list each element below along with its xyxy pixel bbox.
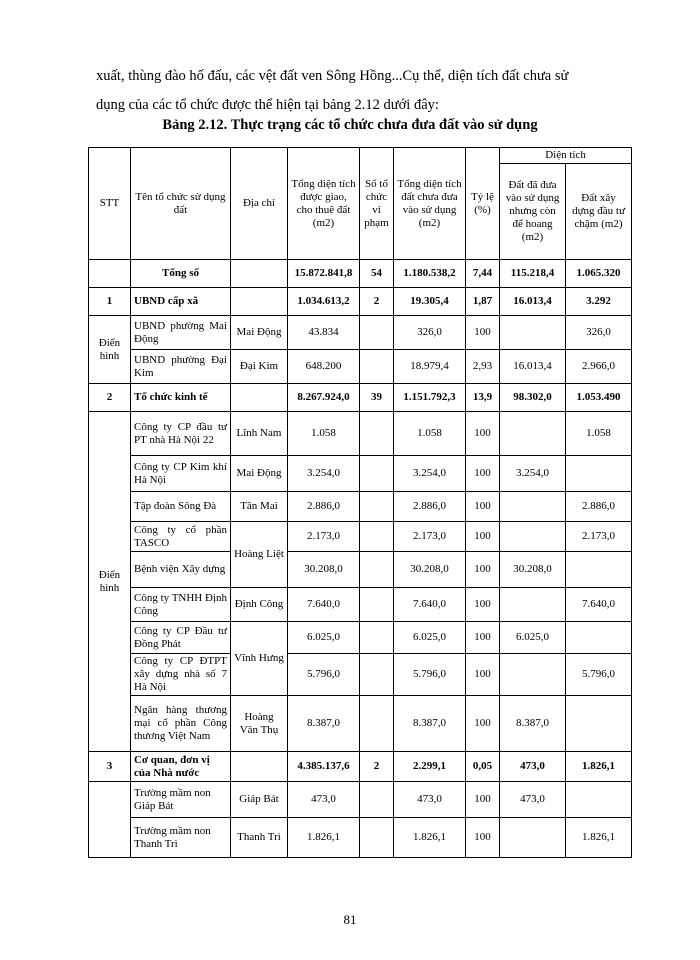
row-name: Bệnh viện Xây dựng xyxy=(131,552,231,588)
row-unused: 1.058 xyxy=(394,412,466,456)
row-address: Mai Động xyxy=(231,316,288,350)
row-slow: 1.826,1 xyxy=(566,818,632,858)
group-2-abandoned: 98.302,0 xyxy=(500,384,566,412)
header-address: Địa chỉ xyxy=(231,148,288,260)
group-3-total: 4.385.137,6 xyxy=(288,752,360,782)
group-1-violations: 2 xyxy=(360,288,394,316)
group-1-ratio: 1,87 xyxy=(466,288,500,316)
group-1-unused: 19.305,4 xyxy=(394,288,466,316)
row-total: 6.025,0 xyxy=(288,622,360,654)
typical-label-2: Điển hình xyxy=(89,412,131,752)
row-name: Công ty cổ phần TASCO xyxy=(131,522,231,552)
row-unused: 2.173,0 xyxy=(394,522,466,552)
row-total: 2.173,0 xyxy=(288,522,360,552)
row-name: Công ty CP đầu tư PT nhà Hà Nội 22 xyxy=(131,412,231,456)
row-ratio: 100 xyxy=(466,456,500,492)
row-name: Trường mầm non Giáp Bát xyxy=(131,782,231,818)
group-2-total: 8.267.924,0 xyxy=(288,384,360,412)
row-name: Công ty CP ĐTPT xây dựng nhà số 7 Hà Nội xyxy=(131,654,231,696)
row-abandoned xyxy=(500,412,566,456)
row-abandoned: 8.387,0 xyxy=(500,696,566,752)
table-row xyxy=(89,350,632,384)
typical-label-1: Điển hình xyxy=(89,316,131,384)
row-slow xyxy=(566,622,632,654)
header-name: Tên tổ chức sử dụng đất xyxy=(131,148,231,260)
group-2-stt: 2 xyxy=(89,384,131,412)
row-slow: 326,0 xyxy=(566,316,632,350)
row-slow: 7.640,0 xyxy=(566,588,632,622)
group-3-abandoned: 473,0 xyxy=(500,752,566,782)
row-slow: 2.886,0 xyxy=(566,492,632,522)
group-3-ratio: 0,05 xyxy=(466,752,500,782)
intro-line-2: dụng của các tổ chức được thể hiện tại bảng 2.12 dưới đây: xyxy=(96,97,439,113)
row-abandoned xyxy=(500,588,566,622)
total-row xyxy=(89,260,632,288)
row-total: 1.058 xyxy=(288,412,360,456)
row-name: UBND phường Mai Động xyxy=(131,316,231,350)
table-row xyxy=(89,492,632,522)
row-name: UBND phường Đại Kim xyxy=(131,350,231,384)
group-2-name: Tổ chức kinh tế xyxy=(131,384,231,412)
land-use-table xyxy=(88,147,632,858)
row-name: Công ty CP Đầu tư Đồng Phát xyxy=(131,622,231,654)
row-unused: 8.387,0 xyxy=(394,696,466,752)
header-slow: Đất xây dựng đầu tư chậm (m2) xyxy=(566,164,632,260)
table-row xyxy=(89,782,632,818)
table-row xyxy=(89,456,632,492)
row-ratio: 100 xyxy=(466,782,500,818)
row-abandoned xyxy=(500,522,566,552)
row-slow xyxy=(566,456,632,492)
row-name: Công ty CP Kim khí Hà Nội xyxy=(131,456,231,492)
header-area-group: Diện tích xyxy=(500,148,632,164)
row-total: 43.834 xyxy=(288,316,360,350)
row-address: Mai Động xyxy=(231,456,288,492)
row-address: Lĩnh Nam xyxy=(231,412,288,456)
row-name: Công ty TNHH Định Công xyxy=(131,588,231,622)
table-row xyxy=(89,552,632,588)
group-row-3 xyxy=(89,752,632,782)
row-address: Tân Mai xyxy=(231,492,288,522)
row-unused: 30.208,0 xyxy=(394,552,466,588)
row-abandoned xyxy=(500,316,566,350)
row-ratio: 2,93 xyxy=(466,350,500,384)
group-row-2 xyxy=(89,384,632,412)
total-abandoned: 115.218,4 xyxy=(500,260,566,288)
intro-paragraph xyxy=(96,62,636,120)
table-row xyxy=(89,522,632,552)
row-abandoned: 473,0 xyxy=(500,782,566,818)
row-total: 5.796,0 xyxy=(288,654,360,696)
table-row xyxy=(89,696,632,752)
group-2-violations: 39 xyxy=(360,384,394,412)
row-total: 1.826,1 xyxy=(288,818,360,858)
total-label: Tổng số xyxy=(131,260,231,288)
group-2-slow: 1.053.490 xyxy=(566,384,632,412)
row-address: Thanh Trì xyxy=(231,818,288,858)
table-row xyxy=(89,412,632,456)
row-slow xyxy=(566,782,632,818)
table-title: Bảng 2.12. Thực trạng các tổ chức chưa đưa đất vào sử dụng xyxy=(162,117,538,133)
row-abandoned: 3.254,0 xyxy=(500,456,566,492)
row-slow xyxy=(566,552,632,588)
row-ratio: 100 xyxy=(466,818,500,858)
row-ratio: 100 xyxy=(466,552,500,588)
row-name: Trường mầm non Thanh Trì xyxy=(131,818,231,858)
total-ratio: 7,44 xyxy=(466,260,500,288)
row-total: 3.254,0 xyxy=(288,456,360,492)
row-slow: 5.796,0 xyxy=(566,654,632,696)
row-abandoned: 16.013,4 xyxy=(500,350,566,384)
total-unused: 1.180.538,2 xyxy=(394,260,466,288)
group-3-name: Cơ quan, đơn vị của Nhà nước xyxy=(131,752,231,782)
table-row xyxy=(89,588,632,622)
row-unused: 5.796,0 xyxy=(394,654,466,696)
row-abandoned xyxy=(500,492,566,522)
page-number: 81 xyxy=(343,912,357,927)
row-abandoned: 6.025,0 xyxy=(500,622,566,654)
row-unused: 326,0 xyxy=(394,316,466,350)
row-address: Hoàng Liệt xyxy=(231,522,288,588)
row-abandoned xyxy=(500,818,566,858)
header-violations: Số tổ chức vi phạm xyxy=(360,148,394,260)
row-ratio: 100 xyxy=(466,622,500,654)
row-total: 7.640,0 xyxy=(288,588,360,622)
row-slow: 1.058 xyxy=(566,412,632,456)
row-address: Đại Kim xyxy=(231,350,288,384)
group-1-abandoned: 16.013,4 xyxy=(500,288,566,316)
row-total: 8.387,0 xyxy=(288,696,360,752)
row-ratio: 100 xyxy=(466,696,500,752)
group-row-1 xyxy=(89,288,632,316)
row-unused: 473,0 xyxy=(394,782,466,818)
row-unused: 18.979,4 xyxy=(394,350,466,384)
row-abandoned: 30.208,0 xyxy=(500,552,566,588)
group-3-slow: 1.826,1 xyxy=(566,752,632,782)
row-name: Ngân hàng thương mại cổ phần Công thương Việt Nam xyxy=(131,696,231,752)
row-unused: 3.254,0 xyxy=(394,456,466,492)
table-row xyxy=(89,622,632,654)
row-ratio: 100 xyxy=(466,492,500,522)
row-total: 30.208,0 xyxy=(288,552,360,588)
header-stt: STT xyxy=(89,148,131,260)
row-total: 473,0 xyxy=(288,782,360,818)
intro-line-1: xuất, thùng đào hố đấu, các vệt đất ven Sông Hồng...Cụ thể, diện tích đất chưa sử xyxy=(96,68,569,84)
row-unused: 2.886,0 xyxy=(394,492,466,522)
table-row xyxy=(89,654,632,696)
row-unused: 7.640,0 xyxy=(394,588,466,622)
row-total: 2.886,0 xyxy=(288,492,360,522)
row-total: 648.200 xyxy=(288,350,360,384)
row-name: Tập đoàn Sông Đà xyxy=(131,492,231,522)
group-3-unused: 2.299,1 xyxy=(394,752,466,782)
row-slow: 2.173,0 xyxy=(566,522,632,552)
row-ratio: 100 xyxy=(466,316,500,350)
row-slow: 2.966,0 xyxy=(566,350,632,384)
group-1-total: 1.034.613,2 xyxy=(288,288,360,316)
group-2-ratio: 13,9 xyxy=(466,384,500,412)
row-address: Giáp Bát xyxy=(231,782,288,818)
row-slow xyxy=(566,696,632,752)
total-total: 15.872.841,8 xyxy=(288,260,360,288)
row-ratio: 100 xyxy=(466,588,500,622)
row-unused: 6.025,0 xyxy=(394,622,466,654)
total-slow: 1.065.320 xyxy=(566,260,632,288)
row-address: Vĩnh Hưng xyxy=(231,622,288,696)
header-row-1 xyxy=(89,148,632,164)
header-unused: Tổng diện tích đất chưa đưa vào sử dụng (m2) xyxy=(394,148,466,260)
table-row xyxy=(89,818,632,858)
group-2-unused: 1.151.792,3 xyxy=(394,384,466,412)
row-address: Định Công xyxy=(231,588,288,622)
group-1-name: UBND cấp xã xyxy=(131,288,231,316)
group-1-slow: 3.292 xyxy=(566,288,632,316)
header-total: Tổng diện tích được giao, cho thuê đất (m2) xyxy=(288,148,360,260)
row-address: Hoàng Văn Thụ xyxy=(231,696,288,752)
row-ratio: 100 xyxy=(466,654,500,696)
row-abandoned xyxy=(500,654,566,696)
table-row xyxy=(89,316,632,350)
row-unused: 1.826,1 xyxy=(394,818,466,858)
row-ratio: 100 xyxy=(466,522,500,552)
row-ratio: 100 xyxy=(466,412,500,456)
header-ratio: Tỷ lệ (%) xyxy=(466,148,500,260)
group-3-stt: 3 xyxy=(89,752,131,782)
group-1-stt: 1 xyxy=(89,288,131,316)
total-violations: 54 xyxy=(360,260,394,288)
header-abandoned: Đất đã đưa vào sử dụng nhưng còn để hoang (m2) xyxy=(500,164,566,260)
group-3-violations: 2 xyxy=(360,752,394,782)
